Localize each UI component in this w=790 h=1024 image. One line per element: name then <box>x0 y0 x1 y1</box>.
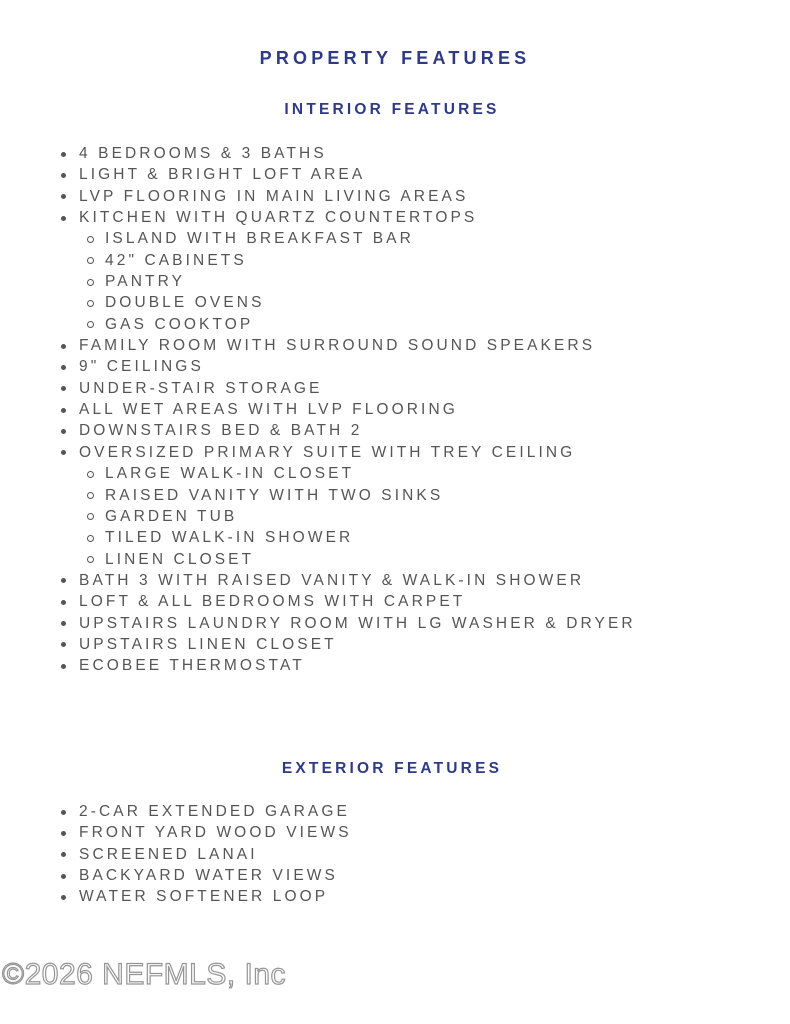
bullet-icon <box>61 194 66 199</box>
feature-text: 4 BEDROOMS & 3 BATHS <box>79 145 327 162</box>
feature-text: RAISED VANITY WITH TWO SINKS <box>105 486 444 504</box>
feature-text: BATH 3 WITH RAISED VANITY & WALK-IN SHOWER <box>79 571 585 589</box>
circle-bullet-icon <box>87 236 94 243</box>
feature-text: BACKYARD WATER VIEWS <box>79 867 338 885</box>
bullet-icon <box>61 365 66 370</box>
feature-text: GARDEN TUB <box>105 507 238 525</box>
bullet-icon <box>61 852 66 857</box>
circle-bullet-icon <box>87 321 94 328</box>
bullet-icon <box>61 895 66 900</box>
feature-text: GAS COOKTOP <box>105 315 254 333</box>
feature-text: PANTRY <box>105 273 186 291</box>
circle-bullet-icon <box>87 471 94 478</box>
bullet-icon <box>61 344 66 349</box>
feature-text: UPSTAIRS LAUNDRY ROOM WITH LG WASHER & DRYER <box>79 614 636 632</box>
bullet-icon <box>61 874 66 879</box>
bullet-icon <box>61 450 66 455</box>
feature-text: 9" CEILINGS <box>79 358 204 376</box>
bullet-icon <box>61 600 66 605</box>
circle-bullet-icon <box>87 279 94 286</box>
bullet-icon <box>61 621 66 626</box>
exterior-features-heading: EXTERIOR FEATURES <box>281 760 503 777</box>
feature-text: TILED WALK-IN SHOWER <box>105 529 354 547</box>
feature-text: SCREENED LANAI <box>79 845 258 863</box>
bullet-icon <box>61 386 66 391</box>
circle-bullet-icon <box>87 257 94 264</box>
bullet-icon <box>61 152 66 157</box>
feature-text: 2-CAR EXTENDED GARAGE <box>79 803 350 820</box>
feature-text: 42" CABINETS <box>105 251 247 269</box>
bullet-icon <box>61 408 66 413</box>
circle-bullet-icon <box>87 492 94 499</box>
copyright-watermark: ©2026 NEFMLS, Inc <box>2 958 287 991</box>
feature-text: FRONT YARD WOOD VIEWS <box>79 824 352 842</box>
feature-text: ALL WET AREAS WITH LVP FLOORING <box>79 401 458 419</box>
feature-text: LINEN CLOSET <box>105 550 255 568</box>
feature-text: DOWNSTAIRS BED & BATH 2 <box>79 422 363 440</box>
feature-text: KITCHEN WITH QUARTZ COUNTERTOPS <box>79 209 478 227</box>
bullet-icon <box>61 642 66 647</box>
feature-text: WATER SOFTENER LOOP <box>79 888 329 906</box>
feature-text: ISLAND WITH BREAKFAST BAR <box>105 230 414 248</box>
bullet-icon <box>61 429 66 434</box>
feature-text: OVERSIZED PRIMARY SUITE WITH TREY CEILING <box>79 443 576 461</box>
feature-text: ECOBEE THERMOSTAT <box>79 657 305 675</box>
feature-text: LIGHT & BRIGHT LOFT AREA <box>79 166 366 184</box>
feature-text: LVP FLOORING IN MAIN LIVING AREAS <box>79 187 469 205</box>
circle-bullet-icon <box>87 535 94 542</box>
bullet-icon <box>61 664 66 669</box>
page-title: PROPERTY FEATURES <box>259 48 531 68</box>
bullet-icon <box>61 173 66 178</box>
feature-text: FAMILY ROOM WITH SURROUND SOUND SPEAKERS <box>79 337 596 355</box>
bullet-icon <box>61 578 66 583</box>
feature-text: LOFT & ALL BEDROOMS WITH CARPET <box>79 593 466 611</box>
bullet-icon <box>61 810 66 815</box>
feature-text: LARGE WALK-IN CLOSET <box>105 465 355 483</box>
bullet-icon <box>61 216 66 221</box>
circle-bullet-icon <box>87 556 94 563</box>
bullet-icon <box>61 831 66 836</box>
circle-bullet-icon <box>87 513 94 520</box>
interior-features-heading: INTERIOR FEATURES <box>284 101 500 118</box>
feature-text: DOUBLE OVENS <box>105 294 265 312</box>
feature-text: UPSTAIRS LINEN CLOSET <box>79 635 337 653</box>
feature-text: UNDER-STAIR STORAGE <box>79 379 323 397</box>
circle-bullet-icon <box>87 300 94 307</box>
